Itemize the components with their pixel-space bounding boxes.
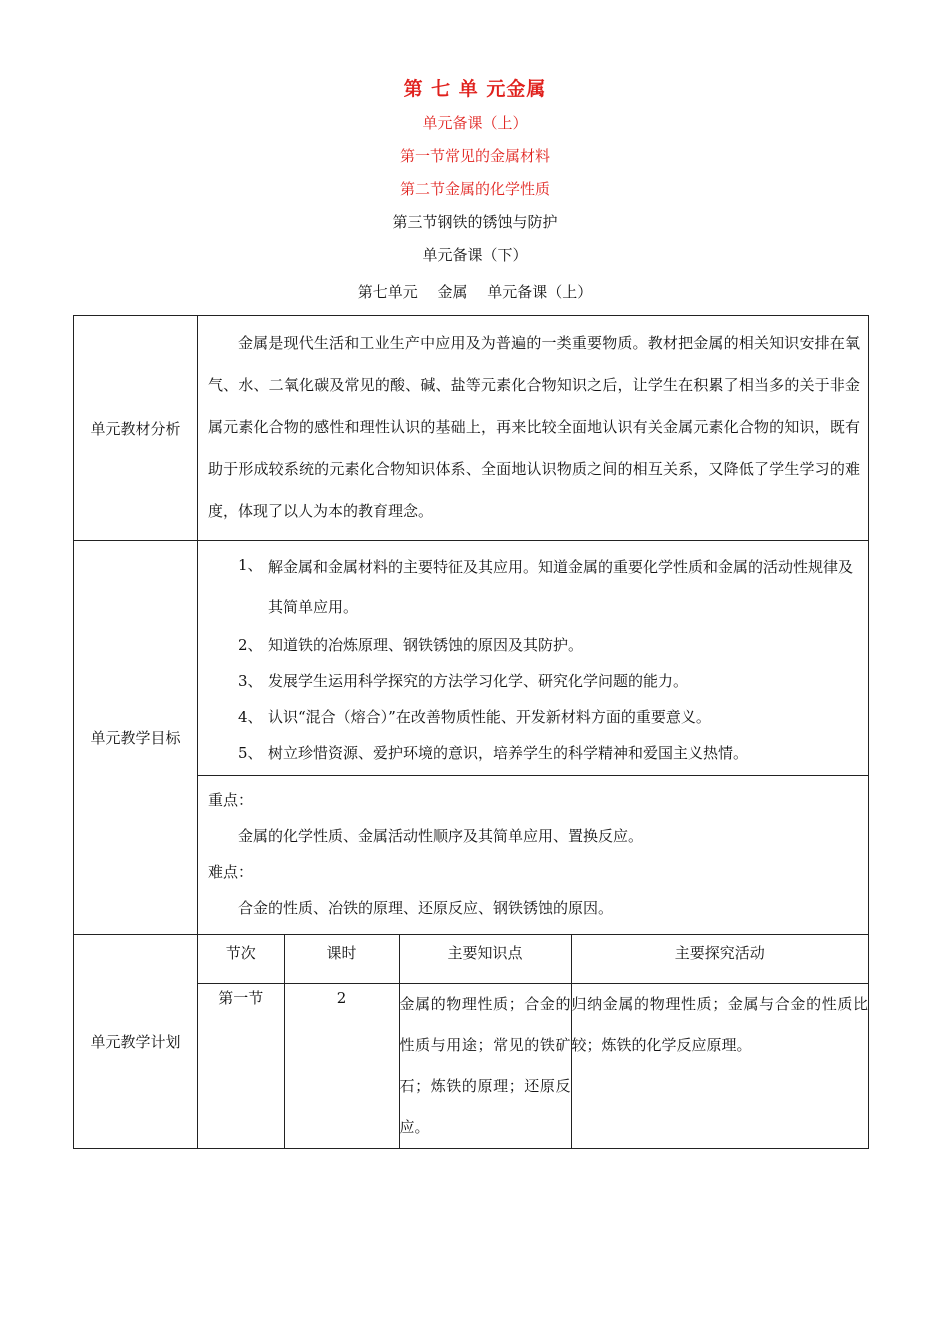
goals-row xyxy=(74,541,869,776)
goal-item xyxy=(208,735,860,771)
plan-cell-hours: 2 xyxy=(284,984,399,1149)
goal-text: 树立珍惜资源、爱护环境的意识，培养学生的科学精神和爱国主义热情。 xyxy=(268,744,749,762)
goals-label: 单元教学目标 xyxy=(90,729,181,747)
plan-cell-knowledge: 金属的物理性质；合金的性质与用途；常见的铁矿石；炼铁的原理；还原反应。 xyxy=(399,984,571,1149)
goal-number: 2、 xyxy=(238,636,263,654)
goals-list xyxy=(198,541,869,776)
difficult-label: 难点： xyxy=(208,863,254,881)
plan-row xyxy=(74,935,869,1149)
unit-plan-table xyxy=(73,315,869,1149)
unit-title: 第 七 单 元金属 xyxy=(403,78,547,100)
toc-item: 单元备课（下） xyxy=(422,246,528,264)
goal-item xyxy=(208,547,860,627)
goal-number: 4、 xyxy=(238,708,263,726)
toc-item: 第三节钢铁的锈蚀与防护 xyxy=(392,213,558,231)
goal-item xyxy=(208,663,860,699)
plan-cell xyxy=(198,935,869,1149)
plan-label: 单元教学计划 xyxy=(90,1033,181,1051)
plan-header-cell: 节次 xyxy=(198,935,284,984)
goal-number: 1、 xyxy=(238,556,263,574)
difficult-text: 合金的性质、冶铁的原理、还原反应、钢铁锈蚀的原因。 xyxy=(238,899,614,917)
plan-label-cell xyxy=(74,935,198,1149)
analysis-row xyxy=(74,316,869,541)
plan-cell-activity: 归纳金属的物理性质；金属与合金的性质比较；炼铁的化学反应原理。 xyxy=(571,984,868,1149)
key-label: 重点： xyxy=(208,791,254,809)
goal-number: 3、 xyxy=(238,672,263,690)
analysis-text: 金属是现代生活和工业生产中应用及为普遍的一类重要物质。教材把金属的相关知识安排在氧气、水、二氧化碳及常见的酸、碱、盐等元素化合物知识之后，让学生在积累了相当多的关于非金属元素化合物的感性和理性认识的基础上，再来比较全面地认识有关金属元素化合物的知识，既有助于形成较系统的元素化合物知识体系、全面地认识物质之间的相互关系，又降低了学生学习的难度，体现了以人为本的教育理念。 xyxy=(198,316,869,541)
toc-item: 第一节常见的金属材料 xyxy=(399,147,550,165)
goal-text: 解金属和金属材料的主要特征及其应用。知道金属的重要化学性质和金属的活动性规律及其简单应用。 xyxy=(268,558,854,616)
keypoints-cell xyxy=(198,776,869,935)
goal-text: 发展学生运用科学探究的方法学习化学、研究化学问题的能力。 xyxy=(268,672,689,690)
analysis-label-cell xyxy=(74,316,198,541)
goal-number: 5、 xyxy=(238,744,263,762)
plan-table xyxy=(198,935,868,1148)
toc-item: 第二节金属的化学性质 xyxy=(399,180,550,198)
plan-cell-section: 第一节 xyxy=(198,984,284,1149)
goal-text: 知道铁的冶炼原理、钢铁锈蚀的原因及其防护。 xyxy=(268,636,584,654)
goal-item xyxy=(208,699,860,735)
plan-header-row xyxy=(198,935,868,984)
plan-header-cell: 课时 xyxy=(284,935,399,984)
plan-header-cell: 主要探究活动 xyxy=(571,935,868,984)
goal-item xyxy=(208,627,860,663)
section-title: 第七单元 金属 单元备课（上） xyxy=(357,283,593,301)
analysis-label: 单元教材分析 xyxy=(90,419,181,438)
goals-label-cell xyxy=(74,541,198,935)
toc-item: 单元备课（上） xyxy=(422,114,528,132)
goal-text: 认识“混合（熔合）”在改善物质性能、开发新材料方面的重要意义。 xyxy=(268,708,711,726)
key-text: 金属的化学性质、金属活动性顺序及其简单应用、置换反应。 xyxy=(238,827,644,845)
plan-header-cell: 主要知识点 xyxy=(399,935,571,984)
table-row xyxy=(198,984,868,1149)
